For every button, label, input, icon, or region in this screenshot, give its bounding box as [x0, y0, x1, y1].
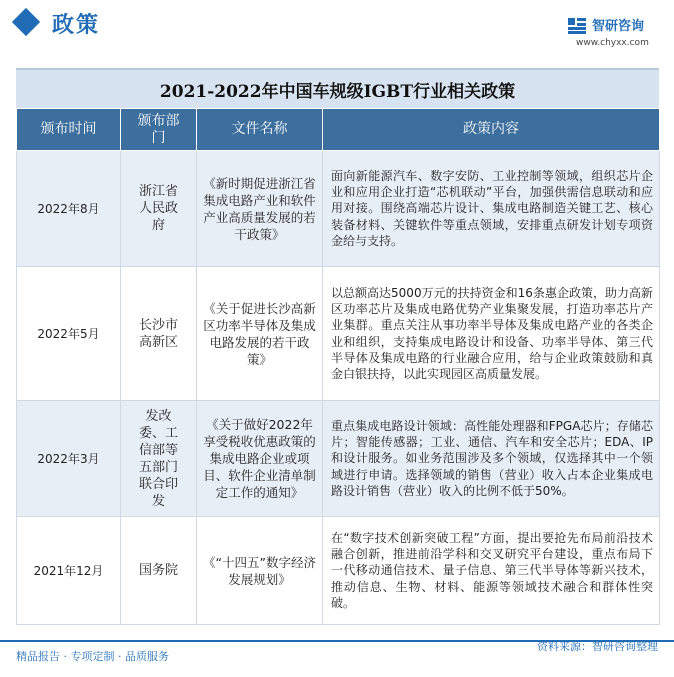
cell-doc: 《关于促进长沙高新区功率半导体及集成电路发展的若干政策》	[197, 267, 323, 401]
diamond-icon	[12, 8, 40, 36]
column-header-content: 政策内容	[323, 109, 660, 151]
section-title: 政策	[52, 13, 101, 38]
cell-content: 面向新能源汽车、数字安防、工业控制等领域，组织芯片企业和应用企业打造“芯机联动”平台，加强供需信息联动和应用对接。围绕高端芯片设计、集成电路制造关键工艺、核心装备材料、关键软件等重点领域，安排重点研发计划专项资金给与支持。	[323, 151, 660, 267]
logo-name: 智研咨询	[592, 19, 645, 34]
cell-dept: 国务院	[121, 517, 197, 625]
column-header-dept: 颁布部门	[121, 109, 197, 151]
table-row	[17, 267, 660, 401]
table-title-bar	[16, 68, 659, 108]
cell-doc: 《“十四五”数字经济发展规划》	[197, 517, 323, 625]
table-row	[17, 401, 660, 517]
cell-date: 2022年8月	[17, 151, 121, 267]
footer-source: 资料来源：智研咨询整理	[537, 640, 658, 653]
page-header	[0, 0, 674, 56]
cell-content: 重点集成电路设计领域：高性能处理器和FPGA芯片；存储芯片；智能传感器；工业、通信、汽车和安全芯片；EDA、IP和设计服务。如业务范围涉及多个领域，仅选择其中一个领域进行申请。选择领域的销售（营业）收入占本企业集成电路设计销售（营业）收入的比例不低于50%。	[323, 401, 660, 517]
cell-dept: 发改委、工信部等五部门联合印发	[121, 401, 197, 517]
cell-date: 2022年3月	[17, 401, 121, 517]
policy-table	[16, 108, 660, 625]
column-header-date: 颁布时间	[17, 109, 121, 151]
cell-content: 在“数字技术创新突破工程”方面，提出要抢先布局前沿技术融合创新，推进前沿学科和交叉研究平台建设，重点布局下一代移动通信技术、量子信息、第三代半导体等新兴技术，推动信息、生物、材料、能源等领域技术融合和群体性突破。	[323, 517, 660, 625]
cell-dept: 长沙市高新区	[121, 267, 197, 401]
column-header-doc: 文件名称	[197, 109, 323, 151]
footer-slogan: 精品报告 · 专项定制 · 品质服务	[16, 650, 169, 663]
logo-icon	[568, 18, 586, 34]
cell-date: 2021年12月	[17, 517, 121, 625]
policy-table-panel	[16, 68, 659, 626]
table-title: 2021-2022年中国车规级IGBT行业相关政策	[159, 81, 516, 102]
table-header-row	[17, 109, 660, 151]
cell-date: 2022年5月	[17, 267, 121, 401]
logo-url: www.chyxx.com	[576, 38, 649, 48]
table-row	[17, 517, 660, 625]
cell-doc: 《新时期促进浙江省集成电路产业和软件产业高质量发展的若干政策》	[197, 151, 323, 267]
cell-content: 以总额高达5000万元的扶持资金和16条惠企政策，助力高新区功率芯片及集成电路优势产业集聚发展，打造功率芯片产业集群。重点关注从事功率半导体及集成电路产业的各类企业和组织，支持集成电路设计和设备、功率半导体、第三代半导体及集成电路的行业融合应用，给与企业政策鼓励和真金白银扶持，以此实现园区高质量发展。	[323, 267, 660, 401]
table-row	[17, 151, 660, 267]
cell-doc: 《关于做好2022年享受税收优惠政策的集成电路企业或项目、软件企业清单制定工作的通知》	[197, 401, 323, 517]
cell-dept: 浙江省人民政府	[121, 151, 197, 267]
